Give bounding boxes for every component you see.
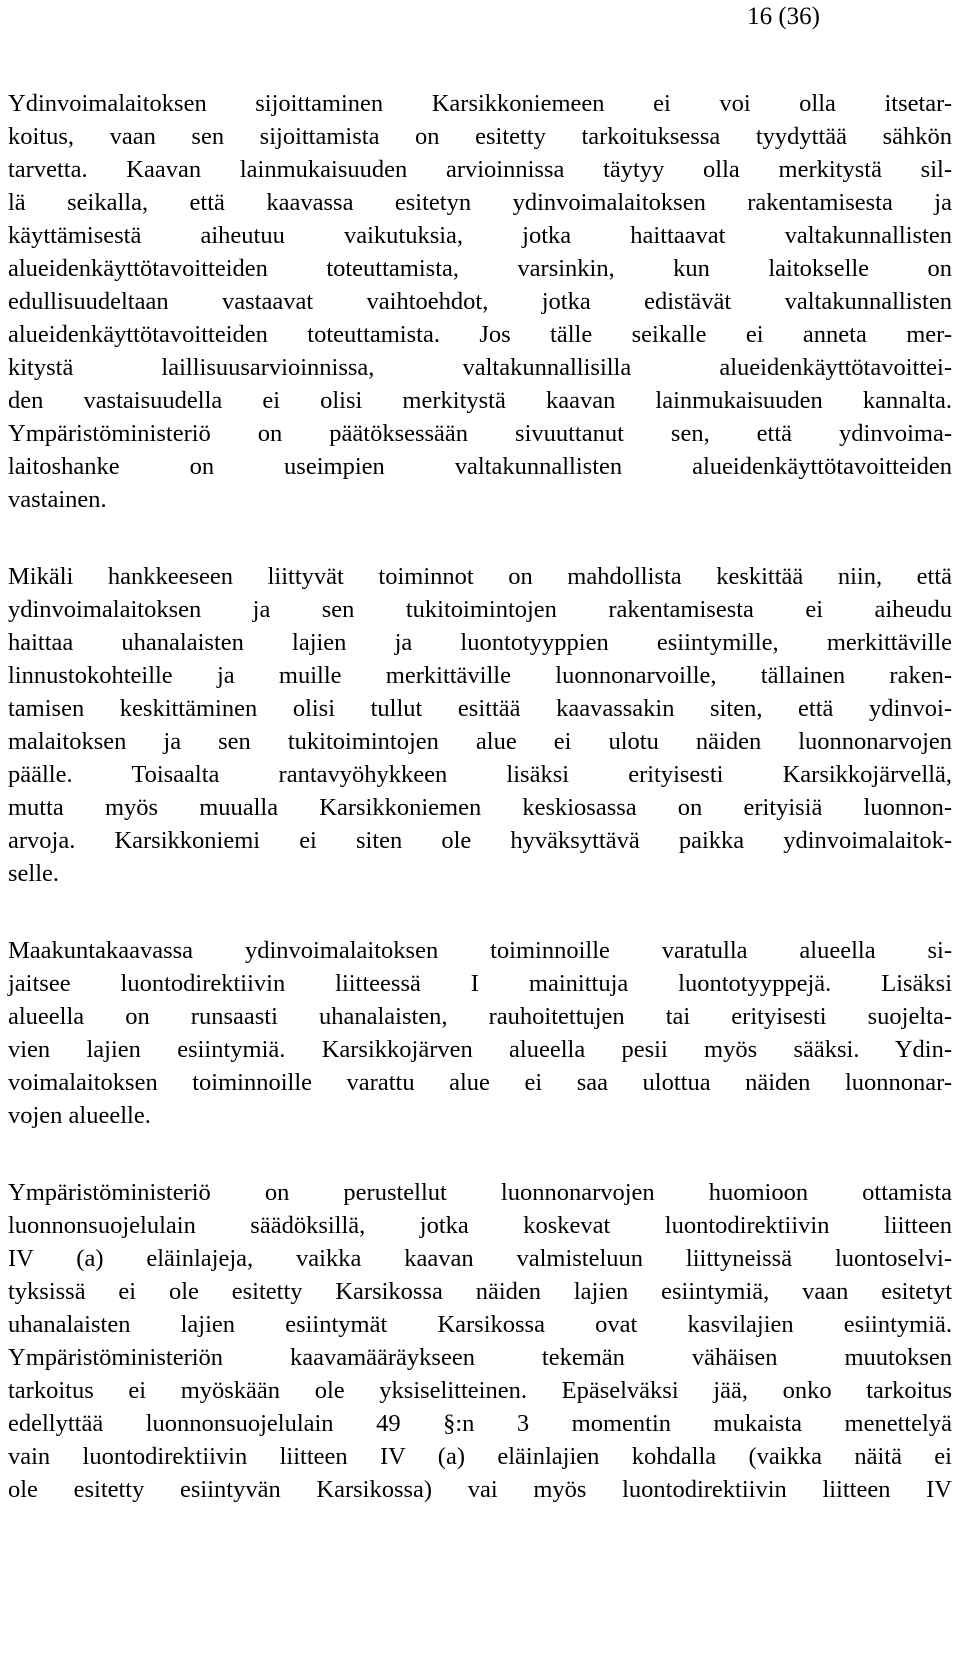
text-line: alueidenkäyttötavoitteiden toteuttamista. Jos tälle seikalle ei anneta mer-	[8, 321, 952, 348]
text-line: vien lajien esiintymiä. Karsikkojärven alueella pesii myös sääksi. Ydin-	[8, 1036, 952, 1063]
text-line: Maakuntakaavassa ydinvoimalaitoksen toiminnoille varatulla alueella si-	[8, 937, 952, 964]
text-line: malaitoksen ja sen tukitoimintojen alue ei ulotu näiden luonnonarvojen	[8, 728, 952, 755]
text-line: voimalaitoksen toiminnoille varattu alue ei saa ulottua näiden luonnonar-	[8, 1069, 952, 1096]
text-line: luonnonsuojelulain säädöksillä, jotka koskevat luontodirektiivin liitteen	[8, 1212, 952, 1239]
paragraph	[8, 87, 952, 516]
text-line: Ympäristöministeriön kaavamääräykseen tekemän vähäisen muutoksen	[8, 1344, 952, 1371]
text-line: jaitsee luontodirektiivin liitteessä I mainittuja luontotyyppejä. Lisäksi	[8, 970, 952, 997]
text-line: IV (a) eläinlajeja, vaikka kaavan valmisteluun liittyneissä luontoselvi-	[8, 1245, 952, 1272]
document-body	[8, 87, 952, 1506]
page-number: 16 (36)	[747, 3, 820, 30]
text-line: Ydinvoimalaitoksen sijoittaminen Karsikkoniemeen ei voi olla itsetar-	[8, 90, 952, 117]
text-line: alueella on runsaasti uhanalaisten, rauhoitettujen tai erityisesti suojelta-	[8, 1003, 952, 1030]
text-line: vojen alueelle.	[8, 1102, 151, 1129]
text-line: haittaa uhanalaisten lajien ja luontotyyppien esiintymille, merkittäville	[8, 629, 952, 656]
paragraph	[8, 934, 952, 1132]
text-line: vastainen.	[8, 486, 107, 513]
paragraph	[8, 1176, 952, 1506]
text-line: den vastaisuudella ei olisi merkitystä kaavan lainmukaisuuden kannalta.	[8, 387, 952, 414]
text-line: päälle. Toisaalta rantavyöhykkeen lisäksi erityisesti Karsikkojärvellä,	[8, 761, 952, 788]
text-line: arvoja. Karsikkoniemi ei siten ole hyväksyttävä paikka ydinvoimalaitok-	[8, 827, 952, 854]
text-line: edullisuudeltaan vastaavat vaihtoehdot, jotka edistävät valtakunnallisten	[8, 288, 952, 315]
text-line: Mikäli hankkeeseen liittyvät toiminnot on mahdollista keskittää niin, että	[8, 563, 952, 590]
text-line: ole esitetty esiintyvän Karsikossa) vai myös luontodirektiivin liitteen IV	[8, 1476, 952, 1503]
text-line: Ympäristöministeriö on perustellut luonnonarvojen huomioon ottamista	[8, 1179, 952, 1206]
text-line: laitoshanke on useimpien valtakunnallisten alueidenkäyttötavoitteiden	[8, 453, 952, 480]
text-line: tyksissä ei ole esitetty Karsikossa näiden lajien esiintymiä, vaan esitetyt	[8, 1278, 952, 1305]
text-line: vain luontodirektiivin liitteen IV (a) eläinlajien kohdalla (vaikka näitä ei	[8, 1443, 952, 1470]
text-line: kitystä laillisuusarvioinnissa, valtakunnallisilla alueidenkäyttötavoittei-	[8, 354, 952, 381]
text-line: mutta myös muualla Karsikkoniemen keskiosassa on erityisiä luonnon-	[8, 794, 952, 821]
text-line: edellyttää luonnonsuojelulain 49 §:n 3 momentin mukaista menettelyä	[8, 1410, 952, 1437]
text-line: tamisen keskittäminen olisi tullut esittää kaavassakin siten, että ydinvoi-	[8, 695, 952, 722]
text-line: linnustokohteille ja muille merkittäville luonnonarvoille, tällainen raken-	[8, 662, 952, 689]
text-line: ydinvoimalaitoksen ja sen tukitoimintojen rakentamisesta ei aiheudu	[8, 596, 952, 623]
text-line: lä seikalla, että kaavassa esitetyn ydinvoimalaitoksen rakentamisesta ja	[8, 189, 952, 216]
text-line: selle.	[8, 860, 60, 887]
text-line: Ympäristöministeriö on päätöksessään sivuuttanut sen, että ydinvoima-	[8, 420, 952, 447]
text-line: alueidenkäyttötavoitteiden toteuttamista, varsinkin, kun laitokselle on	[8, 255, 952, 282]
text-line: tarvetta. Kaavan lainmukaisuuden arvioinnissa täytyy olla merkitystä sil-	[8, 156, 952, 183]
text-line: uhanalaisten lajien esiintymät Karsikossa ovat kasvilajien esiintymiä.	[8, 1311, 952, 1338]
text-line: tarkoitus ei myöskään ole yksiselitteinen. Epäselväksi jää, onko tarkoitus	[8, 1377, 952, 1404]
text-line: käyttämisestä aiheutuu vaikutuksia, jotka haittaavat valtakunnallisten	[8, 222, 952, 249]
paragraph	[8, 560, 952, 890]
text-line: koitus, vaan sen sijoittamista on esitetty tarkoituksessa tyydyttää sähkön	[8, 123, 952, 150]
